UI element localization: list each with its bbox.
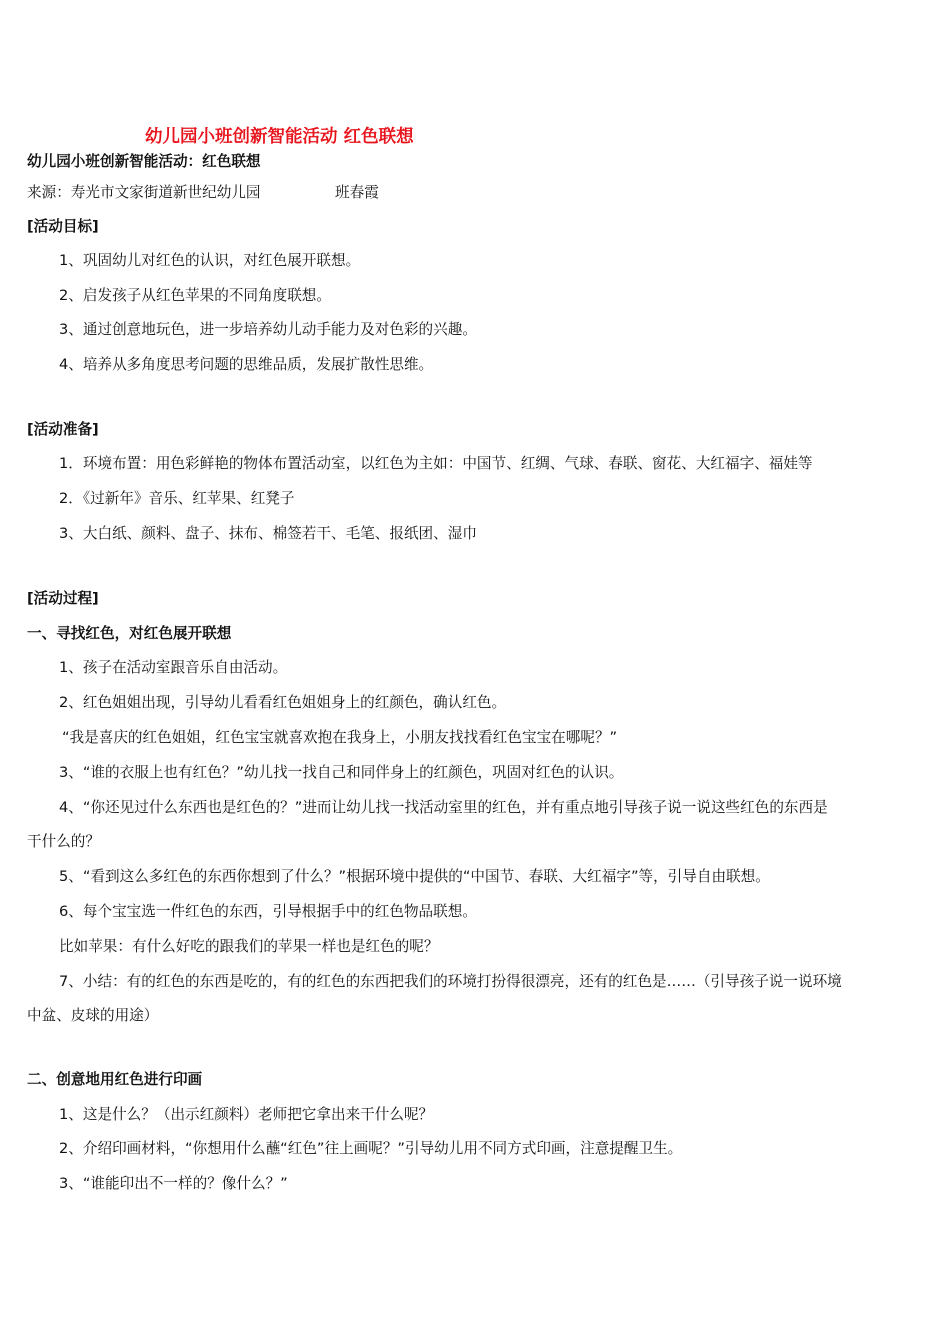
goal-item: 3、通过创意地玩色，进一步培养幼儿动手能力及对色彩的兴趣。 [59, 321, 477, 338]
prep-item: 3、大白纸、颜料、盘子、抹布、棉签若干、毛笔、报纸团、湿巾 [59, 525, 477, 542]
section-heading-prep: [活动准备] [27, 421, 99, 438]
process-line: 3、“谁能印出不一样的？像什么？” [59, 1175, 288, 1192]
process-line: “我是喜庆的红色姐姐，红色宝宝就喜欢抱在我身上，小朋友找找看红色宝宝在哪呢？” [62, 729, 618, 746]
goal-item: 2、启发孩子从红色苹果的不同角度联想。 [59, 287, 331, 304]
process-line: 4、“你还见过什么东西也是红色的？”进而让幼儿找一找活动室里的红色，并有重点地引导孩子说一说这些红色的东西是 [59, 799, 828, 816]
process-line: 干什么的？ [27, 833, 100, 850]
process-line: 2、红色姐姐出现，引导幼儿看看红色姐姐身上的红颜色，确认红色。 [59, 694, 507, 711]
process-line: 6、每个宝宝选一件红色的东西，引导根据手中的红色物品联想。 [59, 903, 477, 920]
goal-item: 4、培养从多角度思考问题的思维品质，发展扩散性思维。 [59, 356, 434, 373]
process-line: 中盆、皮球的用途） [27, 1007, 159, 1024]
process-line: 比如苹果：有什么好吃的跟我们的苹果一样也是红色的呢？ [59, 938, 439, 955]
section-heading-goals: [活动目标] [27, 218, 99, 235]
goal-item: 1、巩固幼儿对红色的认识，对红色展开联想。 [59, 252, 361, 269]
process-line: 1、这是什么？（出示红颜料）老师把它拿出来干什么呢？ [59, 1106, 434, 1123]
author: 班春霞 [335, 184, 379, 201]
process-line: 1、孩子在活动室跟音乐自由活动。 [59, 659, 288, 676]
document-title: 幼儿园小班创新智能活动 红色联想 [145, 127, 414, 147]
prep-item: 2．《过新年》音乐、红苹果、红凳子 [59, 490, 295, 507]
process-line: 2、介绍印画材料，“你想用什么蘸“红色”往上画呢？”引导幼儿用不同方式印画，注意提醒卫生。 [59, 1140, 683, 1157]
source-line: 来源：寿光市文家街道新世纪幼儿园 [27, 184, 261, 201]
prep-item: 1．环境布置：用色彩鲜艳的物体布置活动室，以红色为主如：中国节、红绸、气球、春联、窗花、大红福字、福娃等 [59, 455, 813, 472]
process-line: 3、“谁的衣服上也有红色？”幼儿找一找自己和同伴身上的红颜色，巩固对红色的认识。 [59, 764, 624, 781]
subsection-heading: 一、寻找红色，对红色展开联想 [27, 625, 232, 642]
process-line: 7、小结：有的红色的东西是吃的，有的红色的东西把我们的环境打扮得很漂亮，还有的红色是……（引导孩子说一说环境 [59, 973, 842, 990]
section-heading-process: [活动过程] [27, 590, 99, 607]
subsection-heading: 二、创意地用红色进行印画 [27, 1071, 203, 1088]
process-line: 5、“看到这么多红色的东西你想到了什么？”根据环境中提供的“中国节、春联、大红福字”等，引导自由联想。 [59, 868, 770, 885]
document-subtitle: 幼儿园小班创新智能活动：红色联想 [27, 153, 261, 170]
